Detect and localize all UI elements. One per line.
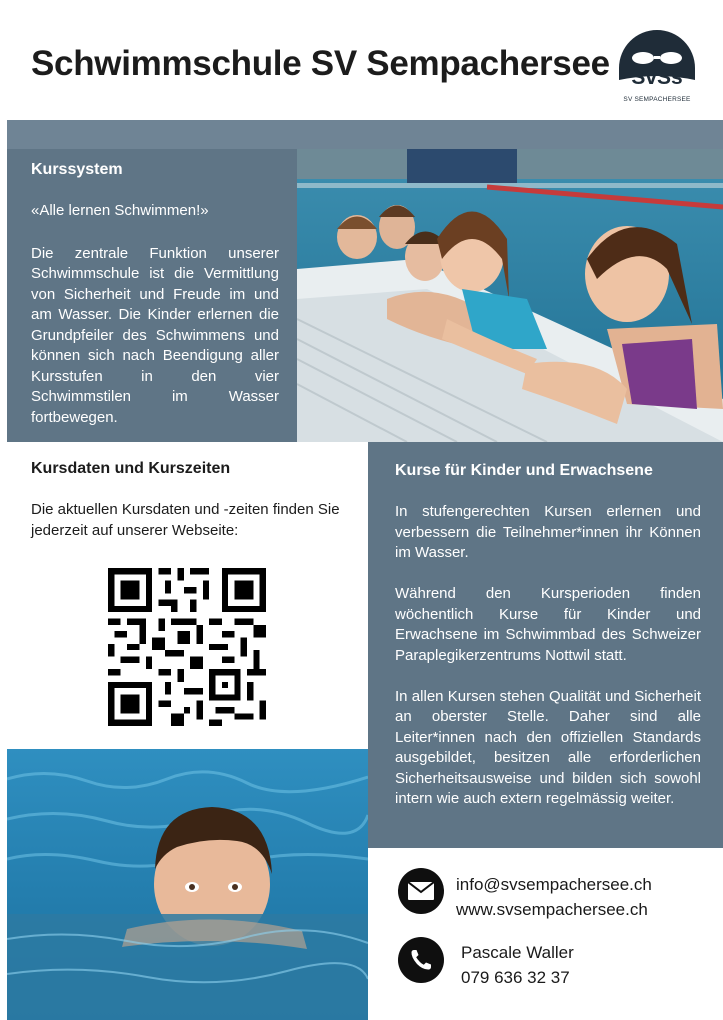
header-band: [7, 120, 723, 149]
contact-person-block: [461, 940, 574, 990]
kurse-paragraph-2: Während den Kursperioden finden wöchentlich Kurse für Kinder und Erwachsene im Schwimmbad des Schweizer Paraplegikerzentrums Nottwil statt.: [395, 585, 701, 664]
kursdaten-heading: Kursdaten und Kurszeiten: [31, 460, 231, 477]
phone-icon: [398, 937, 444, 983]
contact-name: Pascale Waller: [461, 943, 574, 962]
logo-text: SvSs: [631, 66, 683, 89]
kurse-panel: [368, 442, 723, 848]
kurssystem-panel: [7, 149, 297, 442]
children-pool-photo: [297, 149, 723, 442]
page-title: Schwimmschule SV Sempachersee: [31, 44, 610, 83]
kurse-paragraph-3: In allen Kursen stehen Qualität und Sicherheit an oberster Stelle. Daher sind alle Leiter*innen nach den offiziellen Standards ausgebildet, besitzen alle erforderlichen Sicherheitsausweise und bilden sich sowohl intern wie auch extern regelmässig weiter.: [395, 687, 701, 807]
envelope-icon: [398, 868, 444, 914]
logo-subtitle: SV SEMPACHERSEE: [623, 96, 691, 103]
email-link[interactable]: info@svsempachersee.ch: [456, 875, 652, 894]
email-website-block: [456, 872, 652, 922]
kurssystem-heading: Kurssystem: [31, 161, 123, 178]
boy-in-water-photo: [7, 749, 368, 1020]
kurssystem-body: Die zentrale Funktion unserer Schwimmschule ist die Vermittlung von Sicherheit und Freude im und am Wasser. Die Kinder erlernen die Grundpfeiler des Schwimmens und können sich nach Beendigung aller Kursstufen in den vier Schwimmstilen im Wasser fortbewegen.: [31, 244, 279, 426]
kurse-heading: Kurse für Kinder und Erwachsene: [395, 462, 653, 479]
contact-phone[interactable]: 079 636 32 37: [461, 968, 570, 987]
qr-code[interactable]: [108, 568, 266, 726]
contact-section: [368, 848, 723, 1020]
kurse-paragraph-1: In stufengerechten Kursen erlernen und verbessern die Teilnehmer*innen ihr Können im Wasser.: [395, 503, 701, 561]
website-link[interactable]: www.svsempachersee.ch: [456, 900, 648, 919]
kursdaten-body: Die aktuellen Kursdaten und -zeiten finden Sie jederzeit auf unserer Webseite:: [31, 501, 340, 539]
kurssystem-quote: «Alle lernen Schwimmen!»: [31, 202, 209, 219]
